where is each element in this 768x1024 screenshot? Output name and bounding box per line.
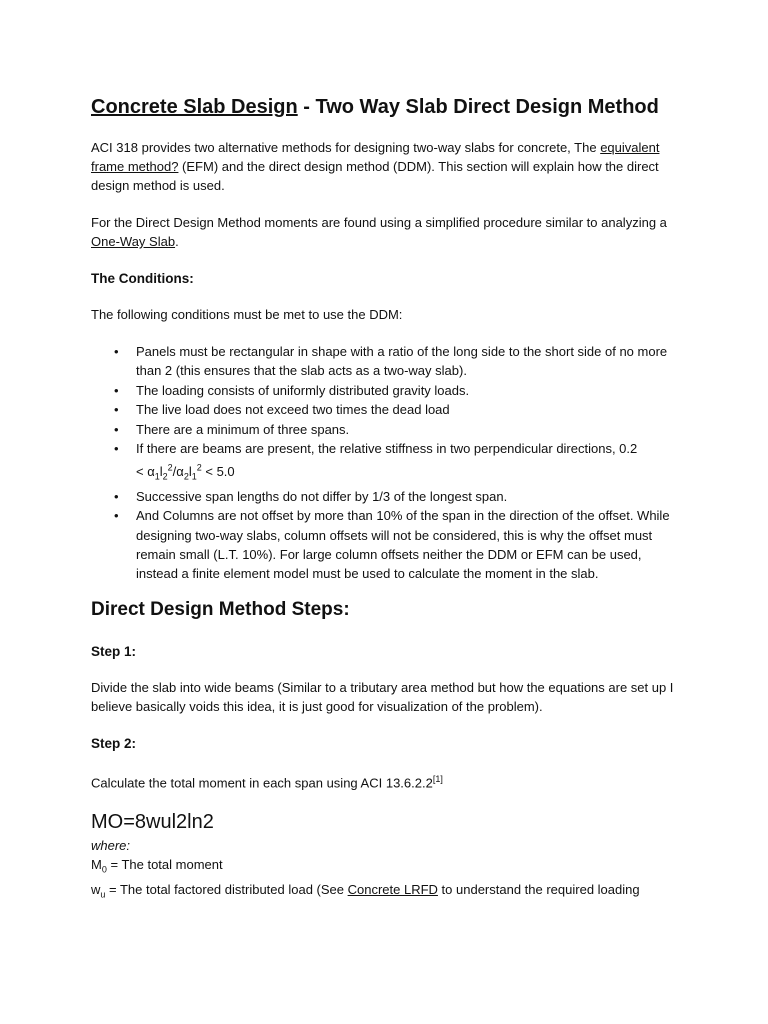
list-item: • And Columns are not offset by more than 10% of the span in the direction of the offset. While designing two-way slabs, column offsets will not be considered, this is why the offset must remain small (L.T. 10%). For large column offsets neither the DDM or EFM can be used, instead a finite element model must be used to calculate the moment in the slab. (136, 506, 678, 584)
conditions-heading: The Conditions: (91, 271, 194, 286)
step-2-heading: Step 2: (91, 735, 137, 751)
conditions-lead: The following conditions must be met to use the DDM: (91, 307, 403, 322)
m0-definition: $M_0$ = The total moment (91, 857, 223, 875)
page-title-rest: - Two Way Slab Direct Design Method (297, 96, 659, 118)
list-item: • The live load does not exceed two times the dead load (136, 400, 678, 419)
ddm-paragraph (91, 213, 678, 251)
stiffness-condition-text: If there are beams are present, the relative stiffness in two perpendicular directions, 0.2 (136, 441, 638, 457)
intro-paragraph (91, 138, 678, 195)
equivalent-frame-method-link[interactable]: equivalent frame method? (91, 140, 660, 174)
steps-heading: Direct Design Method Steps: (91, 598, 350, 620)
intro-text-1: ACI 318 provides two alternative methods for designing two-way slabs for concrete, The (91, 140, 601, 155)
page-title (91, 94, 678, 120)
step-1-heading: Step 1: (91, 643, 137, 659)
list-item (136, 439, 678, 487)
ddm-text-1: For the Direct Design Method moments are found using a simplified procedure similar to analyzing a (91, 215, 667, 230)
one-way-slab-link[interactable]: One-Way Slab (91, 234, 176, 249)
intro-text-2: (EFM) and the direct design method (DDM). This section will explain how the direct design method is used. (91, 159, 659, 193)
concrete-lrfd-link[interactable]: Concrete LRFD (347, 881, 438, 897)
list-item: • There are a minimum of three spans. (136, 420, 678, 439)
wu-definition: $w_u$ = The total factored distributed load (See Concrete LRFD to understand the required loading (91, 881, 640, 900)
stiffness-formula: < $\alpha_1l_2^2/\alpha_2l_1^2 < 5.0$ (136, 462, 235, 482)
ddm-text-2: . (175, 234, 179, 249)
list-item: • The loading consists of uniformly distributed gravity loads. (136, 381, 678, 400)
reference-1-link[interactable]: [1] (432, 773, 443, 784)
list-item: • Panels must be rectangular in shape with a ratio of the long side to the short side of no more than 2 (this ensures that the slab acts as a two-way slab). (136, 342, 678, 381)
where-label: where: (91, 838, 131, 854)
total-moment-equation: MO=8wul2ln2 (91, 811, 214, 834)
step-1-text: Divide the slab into wide beams (Similar to a tributary area method but how the equations are set up I believe basically voids this idea, it is just good for visualization of the problem). (91, 679, 674, 714)
step-2-text (91, 770, 678, 792)
list-item: • Successive span lengths do not differ by 1/3 of the longest span. (136, 487, 678, 506)
conditions-list (91, 342, 678, 584)
concrete-slab-design-link[interactable]: Concrete Slab Design (91, 96, 298, 118)
step-2-body: Calculate the total moment in each span using ACI 13.6.2.2 (91, 775, 433, 791)
